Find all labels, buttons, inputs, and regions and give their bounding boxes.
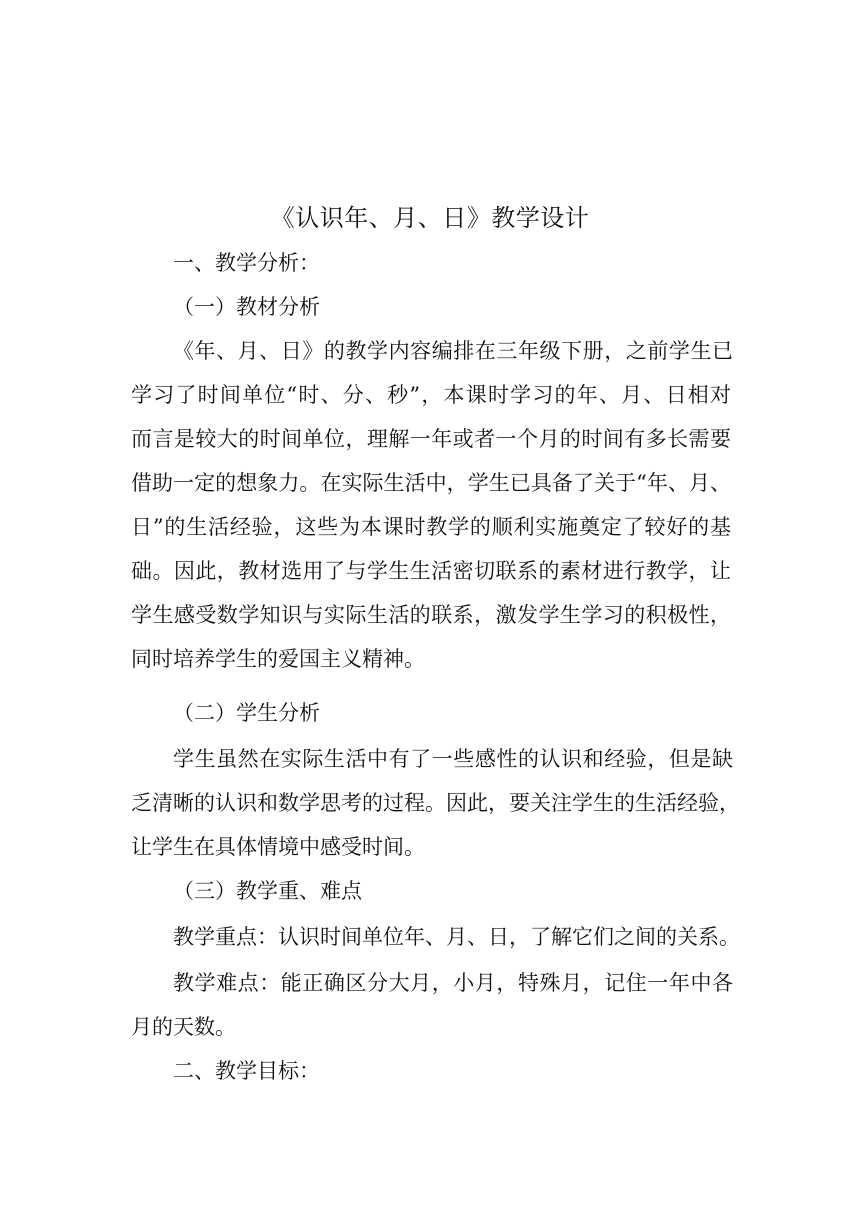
key-point-line: 教学重点：认识时间单位年、月、日，了解它们之间的关系。 (173, 925, 740, 949)
paragraph-line: 《年、月、日》的教学内容编排在三年级下册，之前学生已 (173, 339, 733, 363)
paragraph-line: 而言是较大的时间单位，理解一年或者一个月的时间有多长需要 (131, 427, 731, 451)
paragraph-line: 学生感受数学知识与实际生活的联系，激发学生学习的积极性， (131, 603, 731, 627)
subheading-key-difficult-points: （三）教学重、难点 (173, 879, 362, 903)
paragraph-line: 同时培养学生的爱国主义精神。 (131, 647, 425, 671)
paragraph-line: 学生虽然在实际生活中有了一些感性的认识和经验，但是缺 (173, 747, 733, 771)
paragraph-line: 借助一定的想象力。在实际生活中，学生已具备了关于“年、月、 (131, 471, 731, 495)
subheading-textbook-analysis: （一）教材分析 (173, 295, 320, 319)
section-heading-objectives: 二、教学目标： (173, 1059, 320, 1083)
difficult-point-line: 教学难点：能正确区分大月，小月，特殊月，记住一年中各 (173, 971, 733, 995)
difficult-point-line: 月的天数。 (131, 1015, 236, 1039)
document-title: 《认识年、月、日》教学设计 (270, 204, 590, 232)
paragraph-line: 乏清晰的认识和数学思考的过程。因此，要关注学生的生活经验， (131, 791, 740, 815)
paragraph-line: 学习了时间单位“时、分、秒”，本课时学习的年、月、日相对 (131, 383, 731, 407)
paragraph-line: 日”的生活经验，这些为本课时教学的顺利实施奠定了较好的基 (131, 515, 731, 539)
section-heading-analysis: 一、教学分析： (173, 251, 320, 275)
paragraph-line: 让学生在具体情境中感受时间。 (131, 835, 425, 859)
paragraph-line: 础。因此，教材选用了与学生生活密切联系的素材进行教学，让 (131, 559, 731, 583)
subheading-student-analysis: （二）学生分析 (173, 701, 320, 725)
